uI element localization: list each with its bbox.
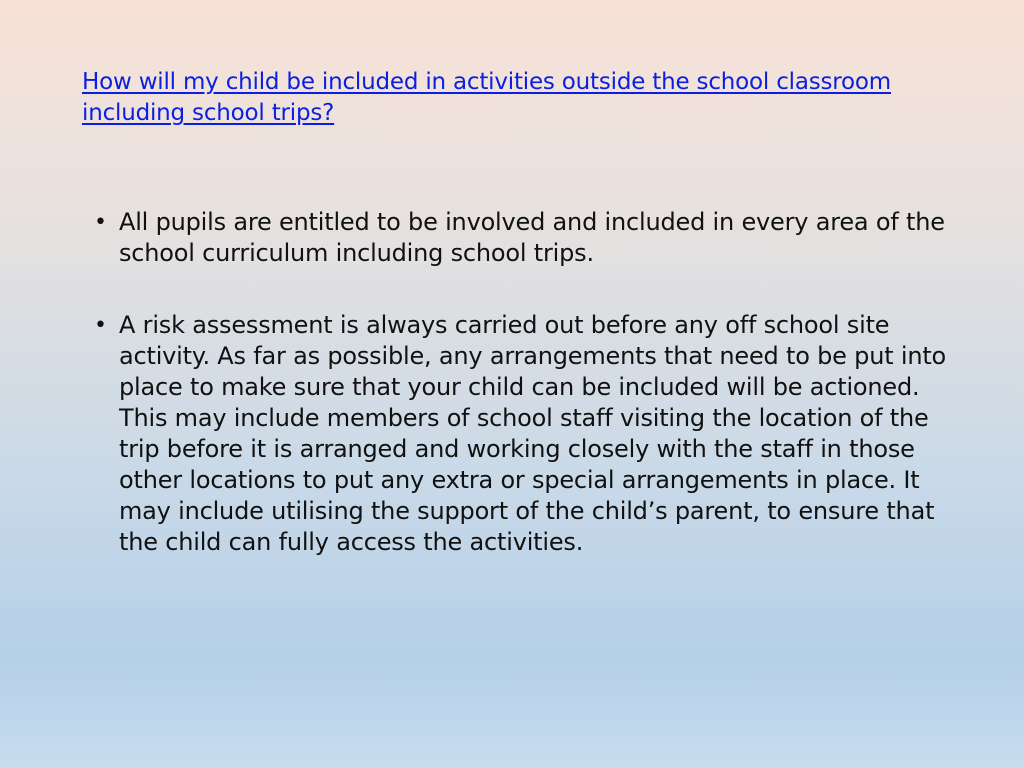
bullet-item — [94, 310, 954, 558]
bullet-list — [94, 207, 954, 599]
bullet-text: All pupils are entitled to be involved and included in every area of the school curriculum including school trips. — [119, 208, 945, 267]
bullet-text: A risk assessment is always carried out before any off school site activity. As far as possible, any arrangements that need to be put into place to make sure that your child can be included will be actioned. This may include members of school staff visiting the location of the trip before it is arranged and working closely with the staff in those other locations to put any extra or special arrangements in place. It may include utilising the support of the child’s parent, to ensure that the child can fully access the activities. — [119, 311, 947, 556]
bullet-item — [94, 207, 954, 269]
bullet-icon: • — [94, 313, 107, 338]
slide-title-link[interactable]: How will my child be included in activities outside the school classroom including school trips? — [82, 69, 892, 126]
bullet-icon: • — [94, 210, 107, 235]
